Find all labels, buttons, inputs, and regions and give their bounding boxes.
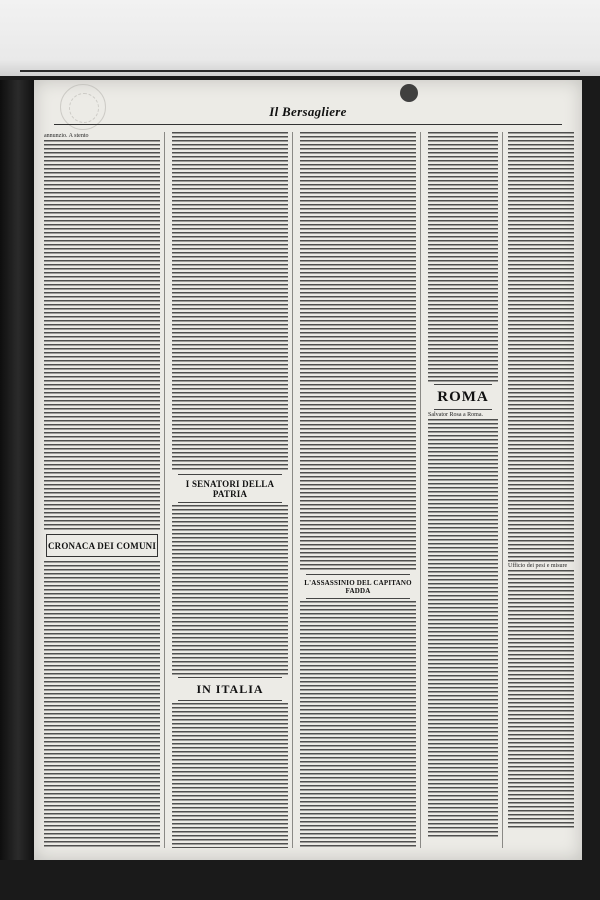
column-5 (508, 132, 574, 848)
column-2 (172, 132, 288, 848)
newspaper-page (34, 80, 582, 860)
column-rule (502, 132, 503, 848)
scan-fold-line (20, 70, 580, 72)
section-roma-title: ROMA (437, 389, 489, 405)
column-rule (164, 132, 165, 848)
column-1-opening: annunzio. A stento (44, 133, 89, 139)
masthead-rule (54, 124, 562, 125)
column-rule (420, 132, 421, 848)
column-5-text-2 (508, 570, 574, 830)
column-2-text (172, 132, 288, 472)
column-2-text-3 (172, 703, 288, 848)
column-1 (44, 132, 160, 848)
column-1-text-2 (44, 561, 160, 848)
column-1-text (44, 140, 160, 530)
ink-spot (400, 84, 418, 102)
section-cronaca-title: CRONACA DEI COMUNI (47, 541, 157, 551)
section-assassinio-title: L'ASSASSINIO DEL CAPITANO FADDA (304, 579, 412, 595)
section-cronaca (46, 534, 158, 557)
column-rule (292, 132, 293, 848)
column-3 (300, 132, 416, 848)
column-4-text-2 (428, 419, 498, 839)
section-italia-title: IN ITALIA (196, 682, 264, 696)
page-title: Il Bersagliere (269, 104, 347, 119)
column-3-text-2 (300, 601, 416, 848)
scan-margin (0, 0, 600, 76)
column-5-text (508, 132, 574, 562)
section-senatori-title: I SENATORI DELLA PATRIA (185, 479, 275, 499)
column-4-caption: Salvator Rosa a Roma. (428, 412, 483, 418)
column-3-text (300, 132, 416, 572)
book-binding (0, 80, 34, 860)
column-5-caption: Ufficio dei pesi e misure (508, 563, 568, 569)
column-4 (428, 132, 498, 848)
column-2-text-2 (172, 505, 288, 675)
column-4-text (428, 132, 498, 382)
